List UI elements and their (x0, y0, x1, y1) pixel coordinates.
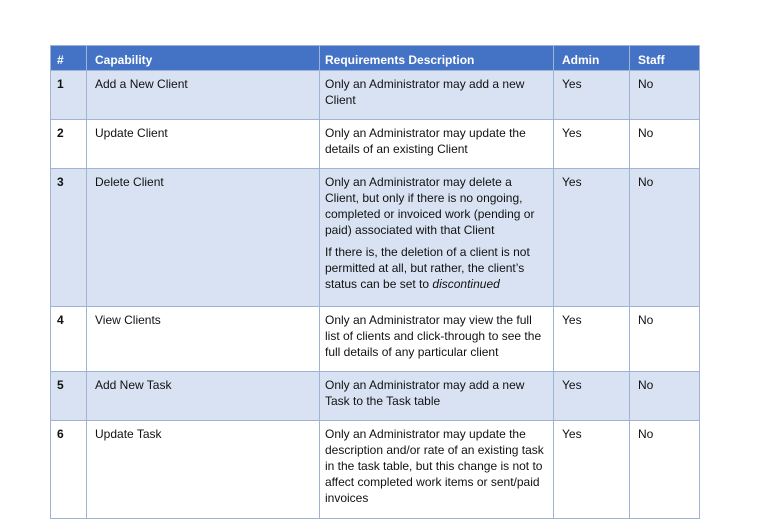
row-capability: Update Task (87, 421, 320, 519)
row-admin: Yes (554, 372, 630, 421)
row-staff: No (630, 120, 700, 169)
row-staff: No (630, 372, 700, 421)
header-number: # (51, 46, 87, 71)
table-header (51, 46, 700, 71)
row-staff: No (630, 421, 700, 519)
row-admin: Yes (554, 169, 630, 307)
row-number: 6 (51, 421, 87, 519)
description-paragraph: Only an Administrator may update the description and/or rate of an existing task in the task table, but this change is not to affect completed work items or sent/paid invoices (325, 427, 544, 505)
row-number: 2 (51, 120, 87, 169)
row-number: 4 (51, 307, 87, 372)
row-capability: Delete Client (87, 169, 320, 307)
description-paragraph: Only an Administrator may update the details of an existing Client (325, 126, 526, 156)
table-body (51, 71, 700, 519)
row-capability: View Clients (87, 307, 320, 372)
row-admin: Yes (554, 120, 630, 169)
row-admin: Yes (554, 71, 630, 120)
row-admin: Yes (554, 307, 630, 372)
row-description (320, 71, 554, 120)
table-row (51, 71, 700, 120)
description-paragraph: Only an Administrator may add a new Task to the Task table (325, 378, 525, 408)
requirements-table (50, 45, 700, 519)
description-paragraph: Only an Administrator may view the full list of clients and click-through to see the full details of any particular client (325, 313, 542, 359)
row-number: 3 (51, 169, 87, 307)
row-description (320, 169, 554, 307)
table-row (51, 307, 700, 372)
header-admin: Admin (554, 46, 630, 71)
row-capability: Add New Task (87, 372, 320, 421)
description-paragraph: Only an Administrator may delete a Client, but only if there is no ongoing, completed or invoiced work (pending or paid) associated with that Client (325, 175, 535, 237)
row-staff: No (630, 307, 700, 372)
row-description (320, 421, 554, 519)
table-row (51, 120, 700, 169)
table-row (51, 421, 700, 519)
header-capability: Capability (87, 46, 320, 71)
header-requirements-description: Requirements Description (320, 46, 554, 71)
header-row (51, 46, 700, 71)
row-description (320, 120, 554, 169)
description-paragraph: Only an Administrator may add a new Client (325, 77, 525, 107)
row-staff: No (630, 71, 700, 120)
table-row (51, 372, 700, 421)
row-description (320, 307, 554, 372)
row-number: 1 (51, 71, 87, 120)
row-admin: Yes (554, 421, 630, 519)
row-capability: Add a New Client (87, 71, 320, 120)
row-staff: No (630, 169, 700, 307)
row-description (320, 372, 554, 421)
discontinued-emphasis: discontinued (432, 277, 500, 291)
header-staff: Staff (630, 46, 700, 71)
row-number: 5 (51, 372, 87, 421)
table-row (51, 169, 700, 307)
description-text: If there is, the deletion of a client is not permitted at all, but rather, the client’s status can be set to discontinued (325, 245, 530, 291)
row-capability: Update Client (87, 120, 320, 169)
description-paragraph-discontinued (325, 244, 547, 292)
